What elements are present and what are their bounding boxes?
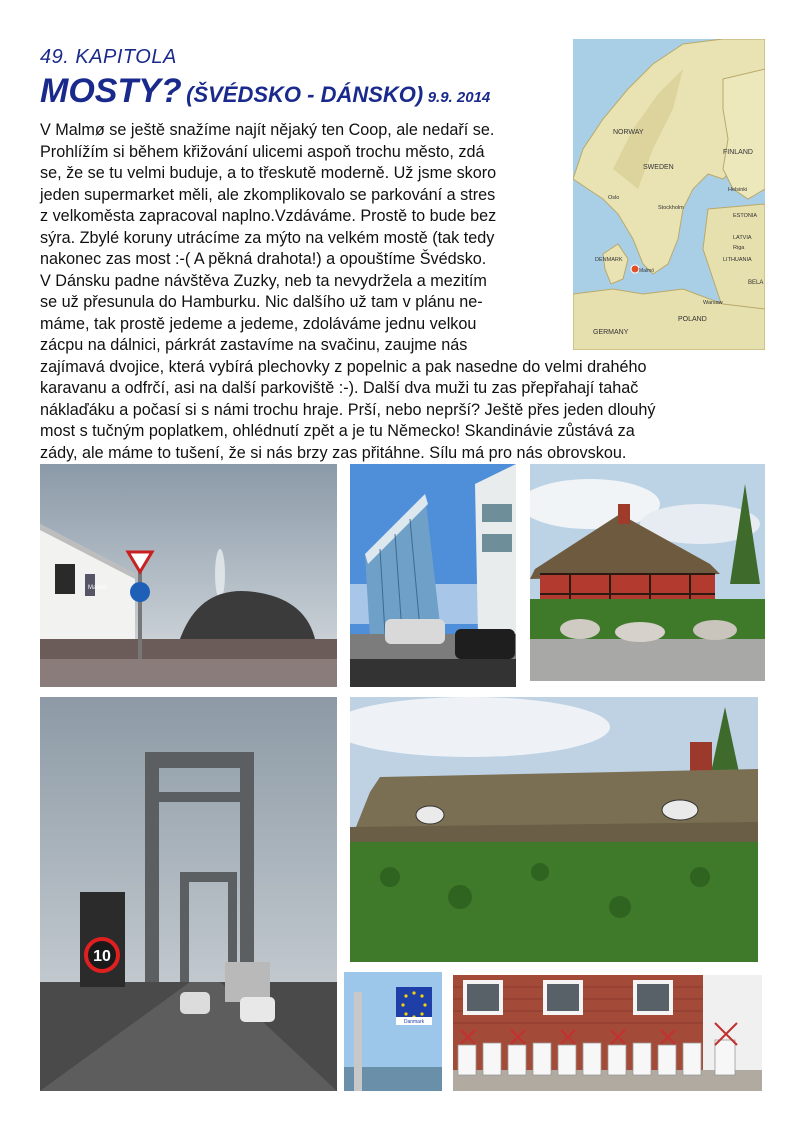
svg-text:Riga: Riga: [733, 245, 745, 251]
photo-eu-border-sign: [344, 972, 442, 1091]
text-line: V Malmø se ještě snažíme najít nějaký ten Coop, ale nedaří se.: [40, 121, 495, 139]
photo-brick-house-windmills: [453, 975, 762, 1091]
text-line: zácpu na dálnici, párkrát zastavíme na svačinu, zaujme nás: [40, 336, 468, 354]
title-main: MOSTY?: [40, 72, 182, 110]
text-line: z velkoměsta zapracoval naplno.Vzdáváme. Prostě to bude bez: [40, 207, 497, 225]
svg-text:FINLAND: FINLAND: [723, 149, 753, 156]
eu-sign-label: Danmark: [403, 1019, 425, 1025]
photo-modern-building: [350, 464, 516, 687]
text-line: se, že se tu velmi buduje, a to třeskutě moderně. Už jsme skoro: [40, 164, 497, 182]
article-text: [40, 120, 770, 464]
text-line: sýra. Zbylé koruny utrácíme za mýto na velkém mostě (tak tedy: [40, 228, 495, 247]
text-line: zády, ale máme to tušení, že si nás brzy zas přitáhne. Sílu má pro nás obrovskou.: [40, 443, 627, 462]
photo-thatched-roof: [350, 697, 758, 962]
text-line: máme, tak prostě jedeme a jedeme, zdoláváme jednu velkou: [40, 314, 477, 333]
photo-malmo-street: [40, 464, 337, 687]
text-line: se už přesunula do Hamburku. Nic dalšího už tam v plánu ne-: [40, 293, 483, 311]
svg-text:Warsaw: Warsaw: [703, 300, 723, 306]
photo-red-house: [530, 464, 765, 681]
svg-text:Stockholm: Stockholm: [658, 205, 684, 211]
svg-text:POLAND: POLAND: [678, 316, 707, 323]
svg-text:GERMANY: GERMANY: [593, 329, 629, 336]
svg-text:Helsinki: Helsinki: [728, 187, 748, 193]
chapter-heading: 49. KAPITOLA: [40, 46, 177, 68]
svg-text:ESTONIA: ESTONIA: [733, 213, 758, 219]
text-line: jeden supermarket měli, ale zkomplikovalo se parkování a stres: [40, 185, 496, 204]
page-title: [40, 72, 490, 111]
svg-text:DENMARK: DENMARK: [595, 257, 623, 263]
photo-bridge: [40, 697, 337, 1091]
svg-text:LATVIA: LATVIA: [733, 235, 752, 241]
svg-text:Malmö: Malmö: [639, 268, 655, 274]
text-line: V Dánsku padne návštěva Zuzky, neb ta nevydržela a mezitím: [40, 271, 487, 290]
text-line: náklaďáku a počasí si s námi trochu hraje. Prší, nebo neprší? Ještě přes jeden dlouhý: [40, 400, 656, 419]
speed-limit-sign: 10: [93, 948, 111, 965]
title-date: 9.9. 2014: [427, 89, 491, 106]
text-line: zajímavá dvojice, která vybírá plechovky z popelnic a pak nasedne do velmi drahého: [40, 357, 647, 376]
title-countries: (ŠVÉDSKO - DÁNSKO): [186, 82, 424, 107]
svg-text:LITHUANIA: LITHUANIA: [723, 257, 752, 263]
building-sign: Malmö: [88, 585, 107, 591]
text-line: karavanu a odfrčí, asi na další parkoviště :-). Další dva muži tu zas přepřahají tahač: [40, 379, 639, 397]
text-line: nakonec zas most :-( A pěkná drahota!) a opouštíme Švédsko.: [40, 250, 487, 268]
svg-text:SWEDEN: SWEDEN: [643, 164, 674, 171]
text-line: most s tučným poplatkem, ohlédnutí zpět a je tu Německo! Skandinávie zůstává za: [40, 422, 635, 440]
map-label: NORWAY: [613, 129, 644, 136]
text-line: Prohlížím si během křižování ulicemi aspoň trochu město, zdá: [40, 142, 485, 161]
svg-text:BELA: BELA: [748, 280, 764, 286]
svg-text:Oslo: Oslo: [608, 195, 620, 201]
